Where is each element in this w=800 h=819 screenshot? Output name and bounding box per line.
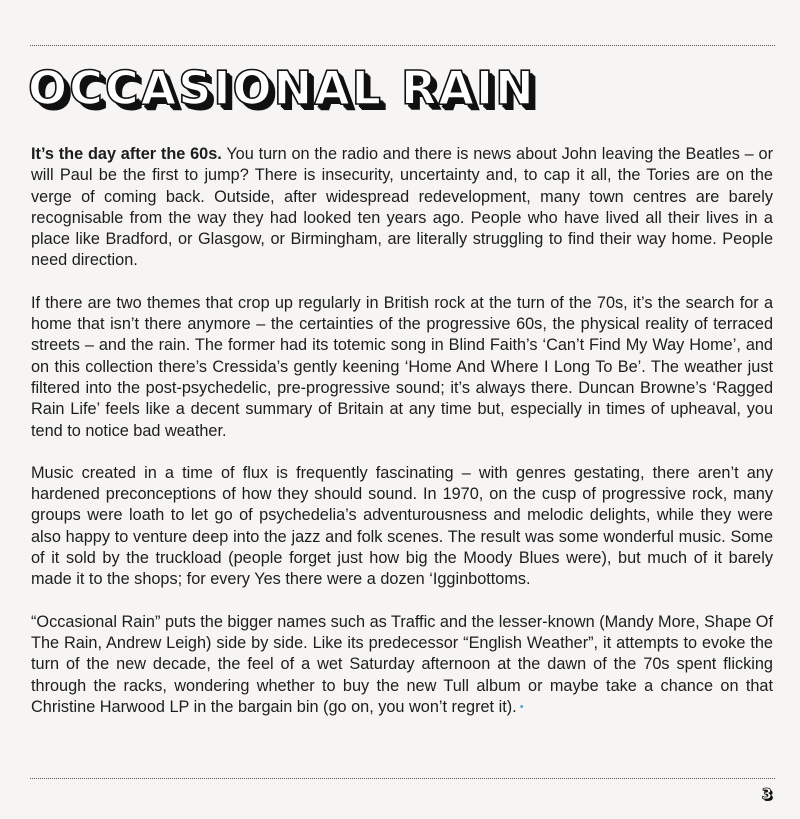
top-dotted-rule (30, 45, 775, 46)
end-mark-icon: • (519, 700, 524, 713)
paragraph-2: If there are two themes that crop up regularly in British rock at the turn of the 70s, it’s the search for a home that isn’t there anymore – the certainties of the progressive 60s, the physical reality of terraced streets – and the rain. The former had its totemic song in Blind Faith’s ‘Can’t Find My Way Home’, and on this collection there’s Cressida’s gently keening ‘Home And Where I Long To Be’. The weather just filtered into the post-psychedelic, pre-progressive sound; it’s always there. Duncan Browne’s ‘Ragged Rain Life’ feels like a decent summary of Britain at any time but, especially in times of upheaval, you tend to notice bad weather. (31, 293, 773, 440)
page-number: 3 (761, 785, 772, 803)
paragraph-3: Music created in a time of flux is frequently fascinating – with genres gestating, there aren’t any hardened preconceptions of how they should sound. In 1970, on the cusp of progressive rock, many groups were loath to let go of psychedelia’s adventurousness and melodic delights, while they were also happy to venture deep into the jazz and folk scenes. The result was some wonderful music. Some of it sold by the truckload (people forget just how big the Moody Blues were), but much of it barely made it to the shops; for every Yes there were a dozen ‘Igginbottoms. (31, 463, 773, 589)
paragraph-4 (31, 612, 773, 719)
paragraph-4-text: “Occasional Rain” puts the bigger names such as Traffic and the lesser-known (Mandy More, Shape Of The Rain, Andrew Leigh) side by side. Like its predecessor “English Weather”, it attempts to evoke the turn of the new decade, the feel of a wet Saturday afternoon at the dawn of the 70s spent flicking through the racks, wondering whether to buy the new Tull album or maybe take a chance on that Christine Harwood LP in the bargain bin (go on, you won’t regret it). (31, 612, 773, 716)
paragraph-1-text: You turn on the radio and there is news about John leaving the Beatles – or will Paul be the first to jump? There is insecurity, uncertainty and, to cap it all, the Tories are on the verge of coming back. Outside, after widespread redevelopment, many town centres are barely recognisable from the way they had looked ten years ago. People who have lived all their lives in a place like Bradford, or Glasgow, or Birmingham, are literally struggling to find their way home. People need direction. (31, 145, 773, 270)
paragraph-1 (31, 144, 773, 272)
page-title: OCCASIONAL RAIN (28, 61, 536, 115)
lead-sentence: It’s the day after the 60s. (31, 145, 222, 163)
article-body (31, 144, 773, 739)
bottom-dotted-rule (30, 778, 775, 779)
